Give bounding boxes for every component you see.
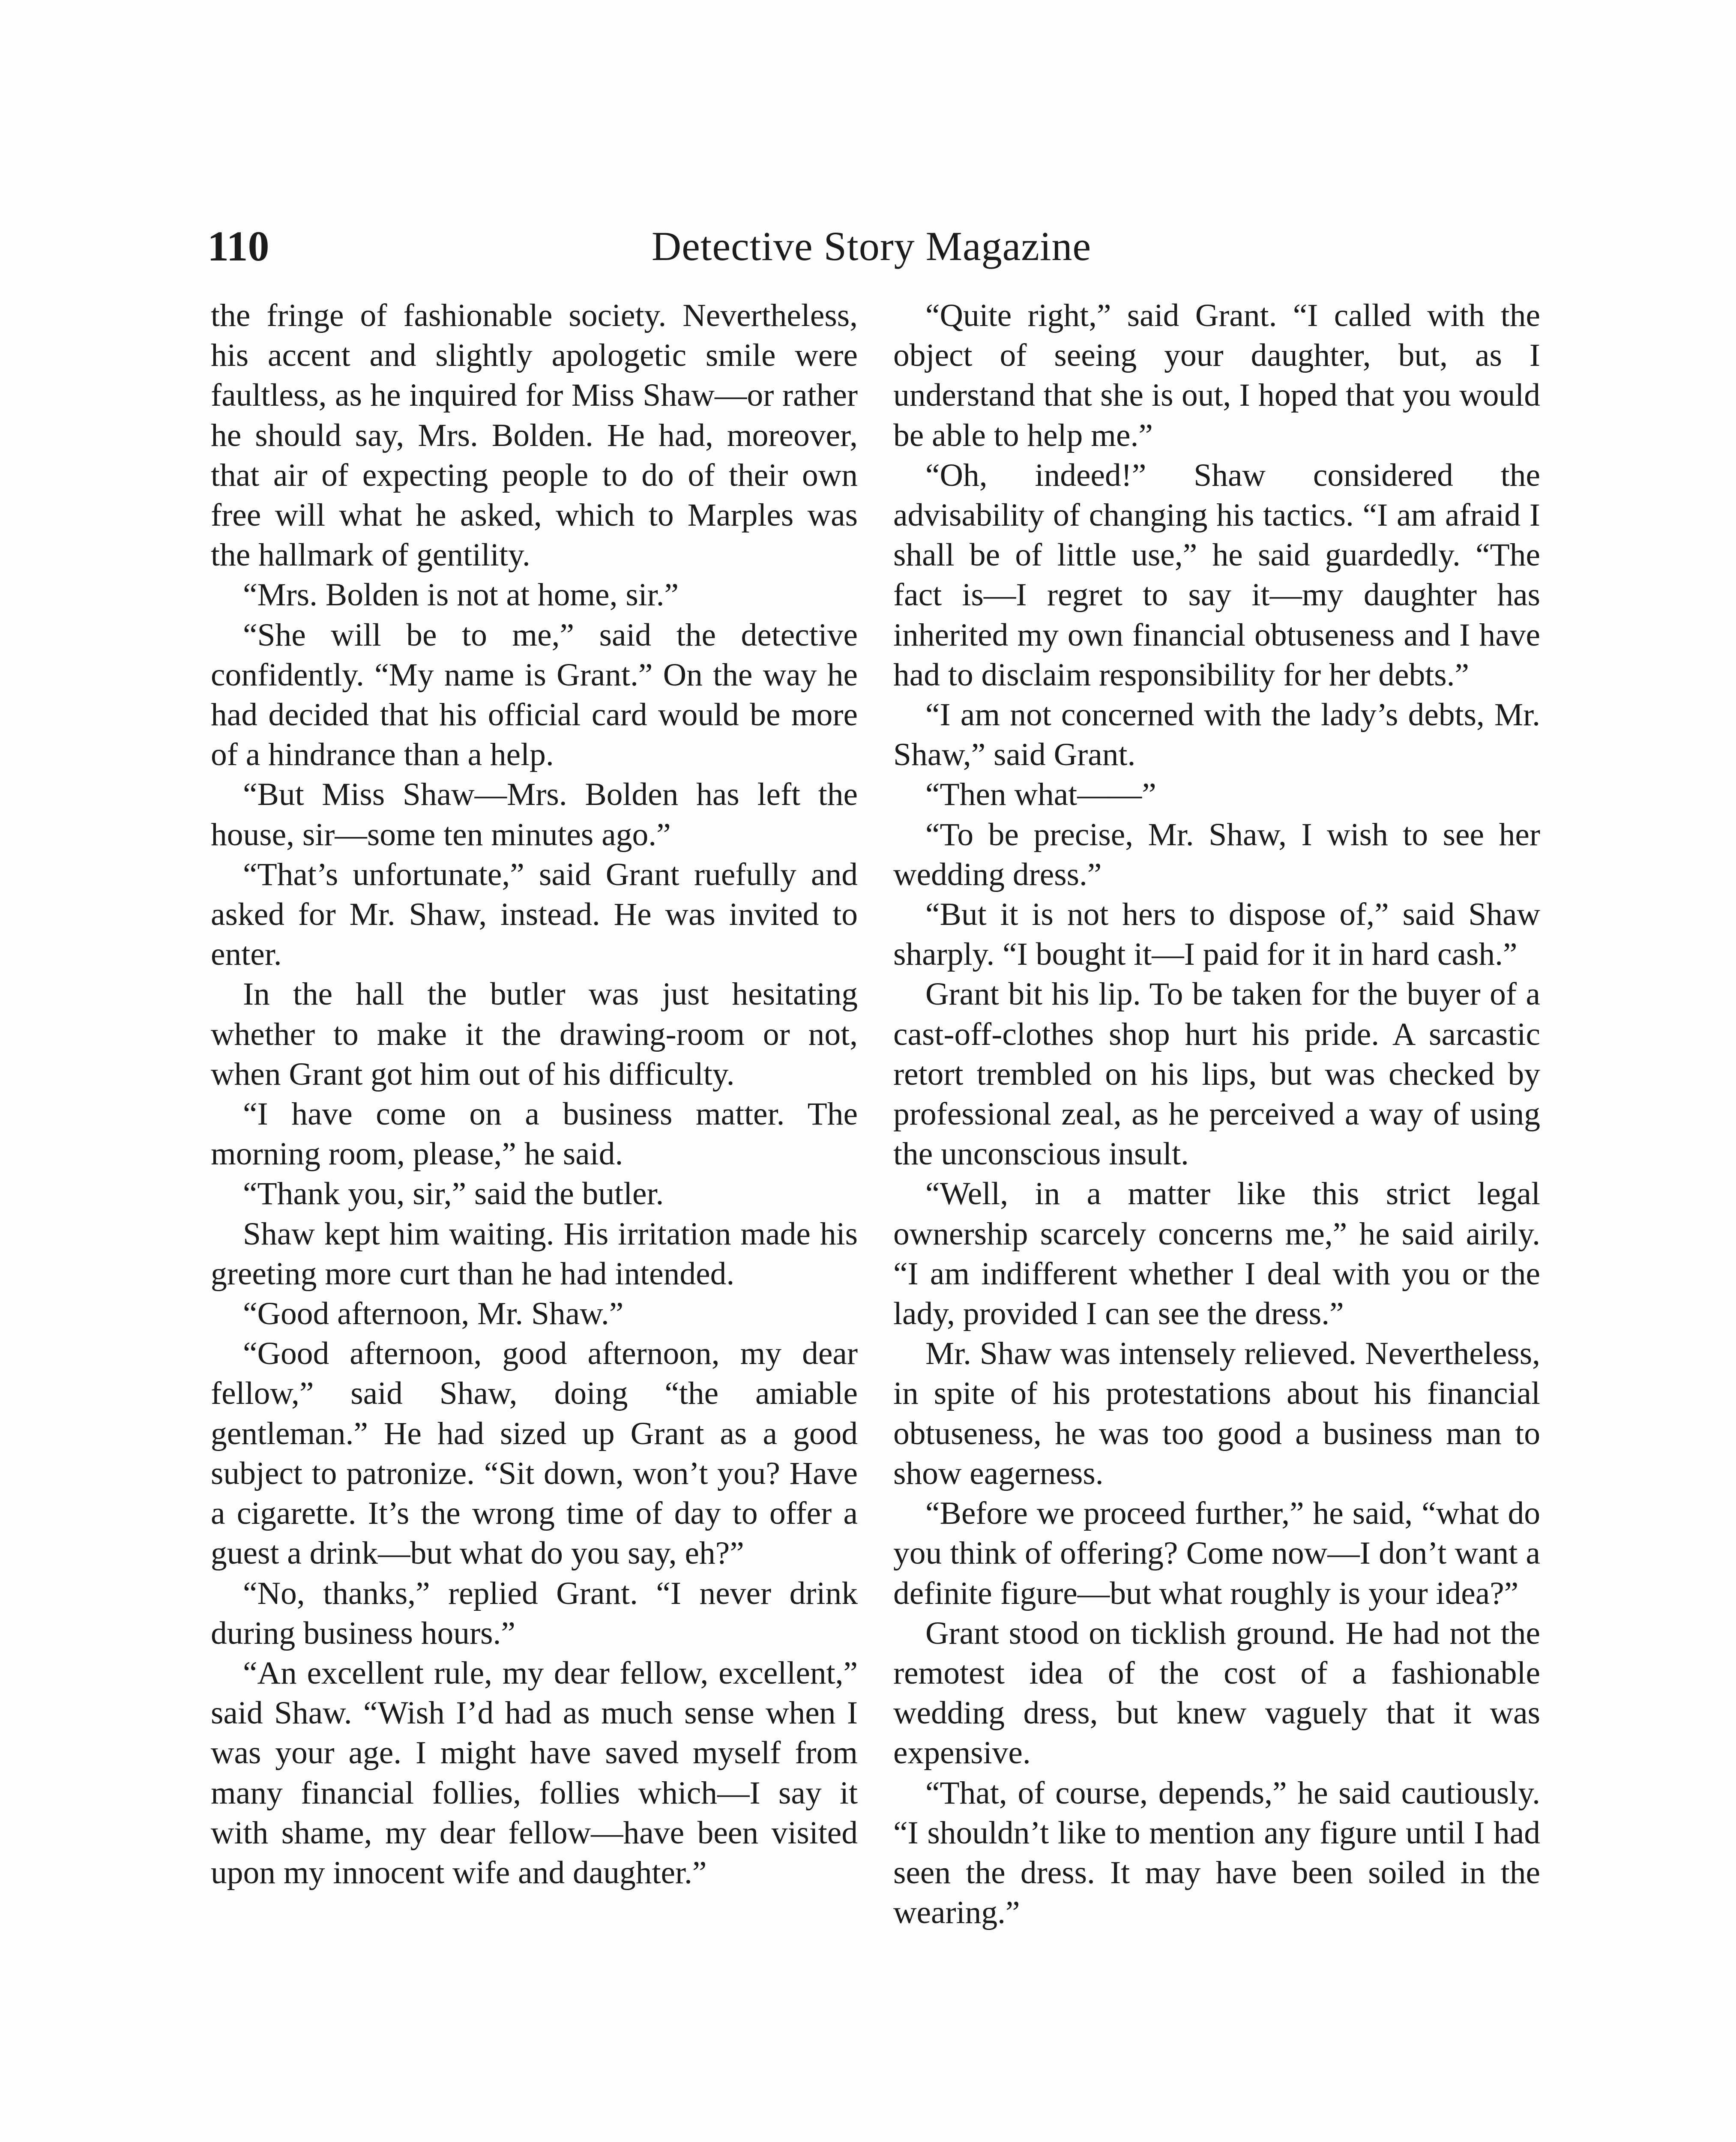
- paragraph: Grant stood on ticklish ground. He had not the remotest idea of the cost of a fashionable wedding dress, but knew vaguely that it was expensive.: [893, 1615, 1540, 1771]
- paragraph: “Oh, indeed!” Shaw considered the advisability of changing his tactics. “I am afraid I shall be of little use,” he said guardedly. “The fact is—I regret to say it—my daughter has inherited my own financial obtuseness and I have had to disclaim responsibility for her debts.”: [893, 457, 1540, 693]
- paragraph: In the hall the butler was just hesitating whether to make it the drawing-room or not, when Grant got him out of his difficulty.: [211, 976, 858, 1092]
- paragraph: “Then what——”: [925, 777, 1156, 813]
- paragraph: “Mrs. Bolden is not at home, sir.”: [243, 577, 679, 613]
- paragraph: the fringe of fashionable society. Nevertheless, his accent and slightly apologetic smile were faultless, as he inquired for Miss Shaw—or rather he should say, Mrs. Bolden. He had, moreover, that air of expecting people to do of their own free will what he asked, which to Marples was the hallmark of gentility.: [211, 298, 858, 573]
- paragraph: “No, thanks,” replied Grant. “I never drink during business hours.”: [211, 1575, 858, 1651]
- right-column: [893, 296, 1540, 1933]
- paragraph: “Before we proceed further,” he said, “what do you think of offering? Come now—I don’t want a definite figure—but what roughly is your idea?”: [893, 1496, 1540, 1611]
- paragraph: “Good afternoon, Mr. Shaw.”: [243, 1296, 624, 1332]
- paragraph: “But it is not hers to dispose of,” said Shaw sharply. “I bought it—I paid for it in hard cash.”: [893, 897, 1540, 972]
- paragraph: “I have come on a business matter. The morning room, please,” he said.: [211, 1096, 858, 1172]
- page-header: [207, 216, 1535, 276]
- paragraph: Mr. Shaw was intensely relieved. Nevertheless, in spite of his protestations about his financial obtuseness, he was too good a business man to show eagerness.: [893, 1336, 1540, 1491]
- paragraph: Grant bit his lip. To be taken for the buyer of a cast-off-clothes shop hurt his pride. A sarcastic retort trembled on his lips, but was checked by professional zeal, as he perceived a way of using the unconscious insult.: [893, 976, 1540, 1172]
- paragraph: “Good afternoon, good afternoon, my dear fellow,” said Shaw, doing “the amiable gentleman.” He had sized up Grant as a good subject to patronize. “Sit down, won’t you? Have a cigarette. It’s the wrong time of day to offer a guest a drink—but what do you say, eh?”: [211, 1336, 858, 1571]
- paragraph: “That’s unfortunate,” said Grant ruefully and asked for Mr. Shaw, instead. He was invited to enter.: [211, 856, 858, 972]
- paragraph: “To be precise, Mr. Shaw, I wish to see her wedding dress.”: [893, 817, 1540, 892]
- paragraph: “I am not concerned with the lady’s debts, Mr. Shaw,” said Grant.: [893, 697, 1540, 773]
- page-number: 110: [207, 222, 269, 270]
- paragraph: “That, of course, depends,” he said cautiously. “I shouldn’t like to mention any figure until I had seen the dress. It may have been soiled in the wearing.”: [893, 1775, 1540, 1931]
- left-column: [211, 296, 858, 1893]
- paragraph: “Well, in a matter like this strict legal ownership scarcely concerns me,” he said airily. “I am indifferent whether I deal with you or the lady, provided I can see the dress.”: [893, 1176, 1540, 1332]
- paragraph: “She will be to me,” said the detective confidently. “My name is Grant.” On the way he had decided that his official card would be more of a hindrance than a help.: [211, 617, 858, 773]
- paragraph: “An excellent rule, my dear fellow, excellent,” said Shaw. “Wish I’d had as much sense when I was your age. I might have saved myself from many financial follies, follies which—I say it with shame, my dear fellow—have been visited upon my innocent wife and daughter.”: [211, 1655, 858, 1891]
- paragraph: “But Miss Shaw—Mrs. Bolden has left the house, sir—some ten minutes ago.”: [211, 777, 858, 853]
- paragraph: “Thank you, sir,” said the butler.: [243, 1176, 664, 1212]
- paragraph: Shaw kept him waiting. His irritation made his greeting more curt than he had intended.: [211, 1216, 858, 1292]
- running-title: Detective Story Magazine: [651, 223, 1092, 269]
- paragraph: “Quite right,” said Grant. “I called with the object of seeing your daughter, but, as I understand that she is out, I hoped that you would be able to help me.”: [893, 298, 1540, 453]
